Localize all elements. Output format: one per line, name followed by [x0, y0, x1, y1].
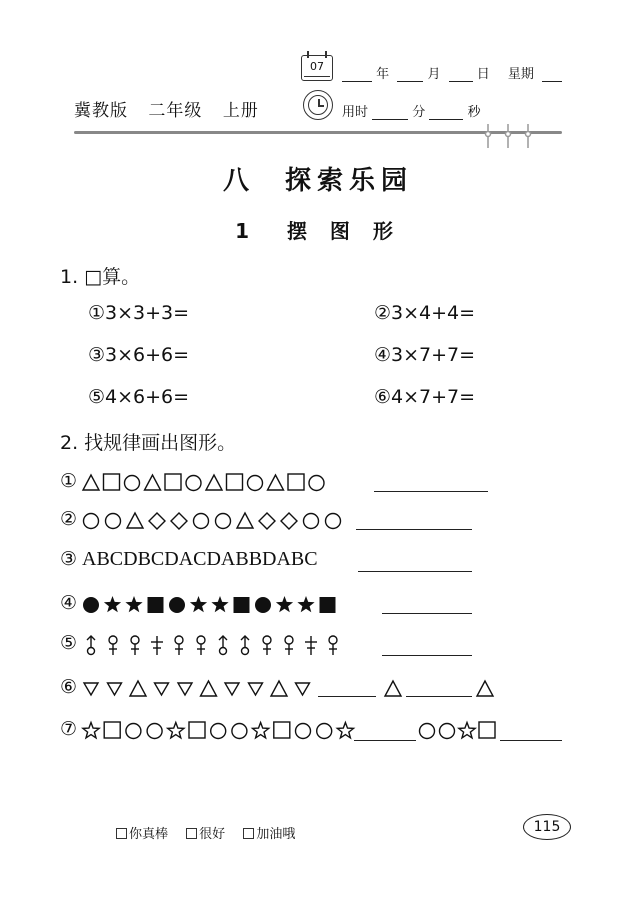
- square-icon: [227, 474, 243, 490]
- weekday-label: 星期: [507, 67, 534, 82]
- answer-blank-2[interactable]: [500, 740, 562, 741]
- calendar-number: 07: [310, 60, 324, 73]
- calc-item-5: ⑤4×6+6=: [88, 386, 190, 408]
- chapter-title: 八 探索乐园: [222, 166, 414, 196]
- filled-circle-icon: [169, 597, 185, 613]
- checkbox-icon: [243, 828, 254, 839]
- female-icon: [131, 636, 139, 655]
- self-evaluation: [116, 823, 309, 842]
- square-icon: [165, 474, 181, 490]
- arrow-up-icon: [219, 636, 227, 655]
- circle-icon: [326, 514, 341, 529]
- answer-blank[interactable]: [358, 571, 472, 572]
- publisher: 冀教版: [74, 101, 128, 121]
- circle-icon: [440, 724, 455, 739]
- circle-icon: [84, 514, 99, 529]
- rule-decoration: [480, 124, 552, 148]
- filled-star-icon: [297, 596, 314, 612]
- pattern-row-3: [60, 548, 560, 572]
- praise-option-1[interactable]: 你真棒: [116, 827, 168, 842]
- checkbox-icon: [116, 828, 127, 839]
- filled-star-icon: [211, 596, 228, 612]
- answer-blank-2[interactable]: [406, 696, 472, 697]
- calc-item-1: ①3×3+3=: [88, 302, 190, 324]
- seconds-label: 秒: [467, 105, 481, 120]
- filled-square-icon: [234, 597, 250, 613]
- pattern-shapes: [60, 632, 360, 656]
- filled-circle-icon: [255, 597, 271, 613]
- square-icon: [104, 474, 120, 490]
- pattern-shapes: [60, 592, 360, 616]
- minutes-blank[interactable]: [372, 106, 408, 120]
- filled-square-icon: [320, 597, 336, 613]
- praise-option-2[interactable]: 很好: [186, 827, 225, 842]
- pattern-row-2: [60, 508, 560, 532]
- calendar-icon: [301, 55, 333, 81]
- book-info: [74, 96, 273, 121]
- filled-star-icon: [190, 596, 207, 612]
- female-icon: [285, 636, 293, 655]
- female-icon: [263, 636, 271, 655]
- answer-blank[interactable]: [356, 529, 472, 530]
- pattern-row-6: [60, 676, 560, 700]
- circle-icon: [125, 476, 140, 491]
- square-icon: [288, 474, 304, 490]
- filled-star-icon: [276, 596, 293, 612]
- row-number: ④: [60, 592, 78, 614]
- female-icon: [175, 636, 183, 655]
- circle-icon: [248, 476, 263, 491]
- circle-icon: [304, 514, 319, 529]
- triangle-icon: [206, 475, 222, 490]
- year-blank[interactable]: [342, 68, 372, 82]
- male-icon: [151, 636, 163, 655]
- filled-star-icon: [104, 596, 121, 612]
- pattern-shapes: [60, 508, 360, 532]
- pattern-row-1: [60, 470, 560, 494]
- calc-item-6: ⑥4×7+7=: [374, 386, 476, 408]
- row-number: ⑥: [60, 676, 78, 698]
- checkbox-icon: [186, 828, 197, 839]
- seconds-blank[interactable]: [429, 106, 463, 120]
- triangle-icon: [477, 681, 493, 696]
- row-number: ①: [60, 470, 78, 492]
- circle-icon: [420, 724, 435, 739]
- time-fields: [342, 101, 481, 120]
- calc-item-2: ②3×4+4=: [374, 302, 476, 324]
- calc-item-4: ④3×7+7=: [374, 344, 476, 366]
- square-icon: [479, 722, 495, 738]
- circle-icon: [216, 514, 231, 529]
- triangle-icon: [237, 513, 253, 528]
- diamond-icon: [171, 513, 187, 529]
- arrow-up-icon: [241, 636, 249, 655]
- female-icon: [197, 636, 205, 655]
- page-number: 115: [523, 814, 571, 840]
- row-number: ⑦: [60, 718, 78, 740]
- filled-circle-icon: [83, 597, 99, 613]
- question-1-head: 1. □算。: [60, 266, 141, 288]
- row-number: ③: [60, 548, 78, 570]
- triangle-icon: [127, 513, 143, 528]
- pattern-row-4: [60, 592, 560, 616]
- month-blank[interactable]: [397, 68, 423, 82]
- time-used-label: 用时: [342, 105, 369, 120]
- volume: 上册: [222, 101, 259, 121]
- female-icon: [329, 636, 337, 655]
- circle-icon: [194, 514, 209, 529]
- row-number: ②: [60, 508, 78, 530]
- female-icon: [109, 636, 117, 655]
- day-blank[interactable]: [449, 68, 473, 82]
- date-fields: [342, 63, 562, 82]
- answer-blank[interactable]: [374, 491, 488, 492]
- arrow-up-icon: [87, 636, 95, 655]
- pattern-shapes: [60, 470, 370, 494]
- pattern-row-7: [60, 718, 560, 742]
- male-icon: [305, 636, 317, 655]
- minutes-label: 分: [412, 105, 426, 120]
- diamond-icon: [149, 513, 165, 529]
- praise-option-3[interactable]: 加油哦: [243, 827, 295, 842]
- clock-icon: [303, 90, 333, 120]
- circle-icon: [309, 476, 324, 491]
- triangle-icon: [145, 475, 161, 490]
- day-label: 日: [476, 67, 490, 82]
- diamond-icon: [259, 513, 275, 529]
- row-number: ⑤: [60, 632, 78, 654]
- month-label: 月: [427, 67, 441, 82]
- pattern-tail-shapes: [60, 718, 560, 742]
- weekday-blank[interactable]: [542, 68, 562, 82]
- answer-blank[interactable]: [382, 655, 472, 656]
- grade: 二年级: [148, 101, 203, 121]
- triangle-icon: [83, 475, 99, 490]
- circle-icon: [106, 514, 121, 529]
- diamond-icon: [281, 513, 297, 529]
- triangle-icon: [268, 475, 284, 490]
- letter-sequence: ABCDBCDACDABBDABC: [82, 548, 318, 570]
- pattern-row-5: [60, 632, 560, 656]
- circle-icon: [186, 476, 201, 491]
- filled-square-icon: [148, 597, 164, 613]
- answer-blank[interactable]: [382, 613, 472, 614]
- year-label: 年: [376, 67, 390, 82]
- filled-star-icon: [125, 596, 142, 612]
- question-2-head: 2. 找规律画出图形。: [60, 432, 237, 454]
- pattern-tail-shapes: [60, 676, 560, 700]
- star-icon: [459, 723, 475, 738]
- calc-item-3: ③3×6+6=: [88, 344, 190, 366]
- lesson-title: 1 摆 图 形: [235, 219, 401, 243]
- triangle-icon: [385, 681, 401, 696]
